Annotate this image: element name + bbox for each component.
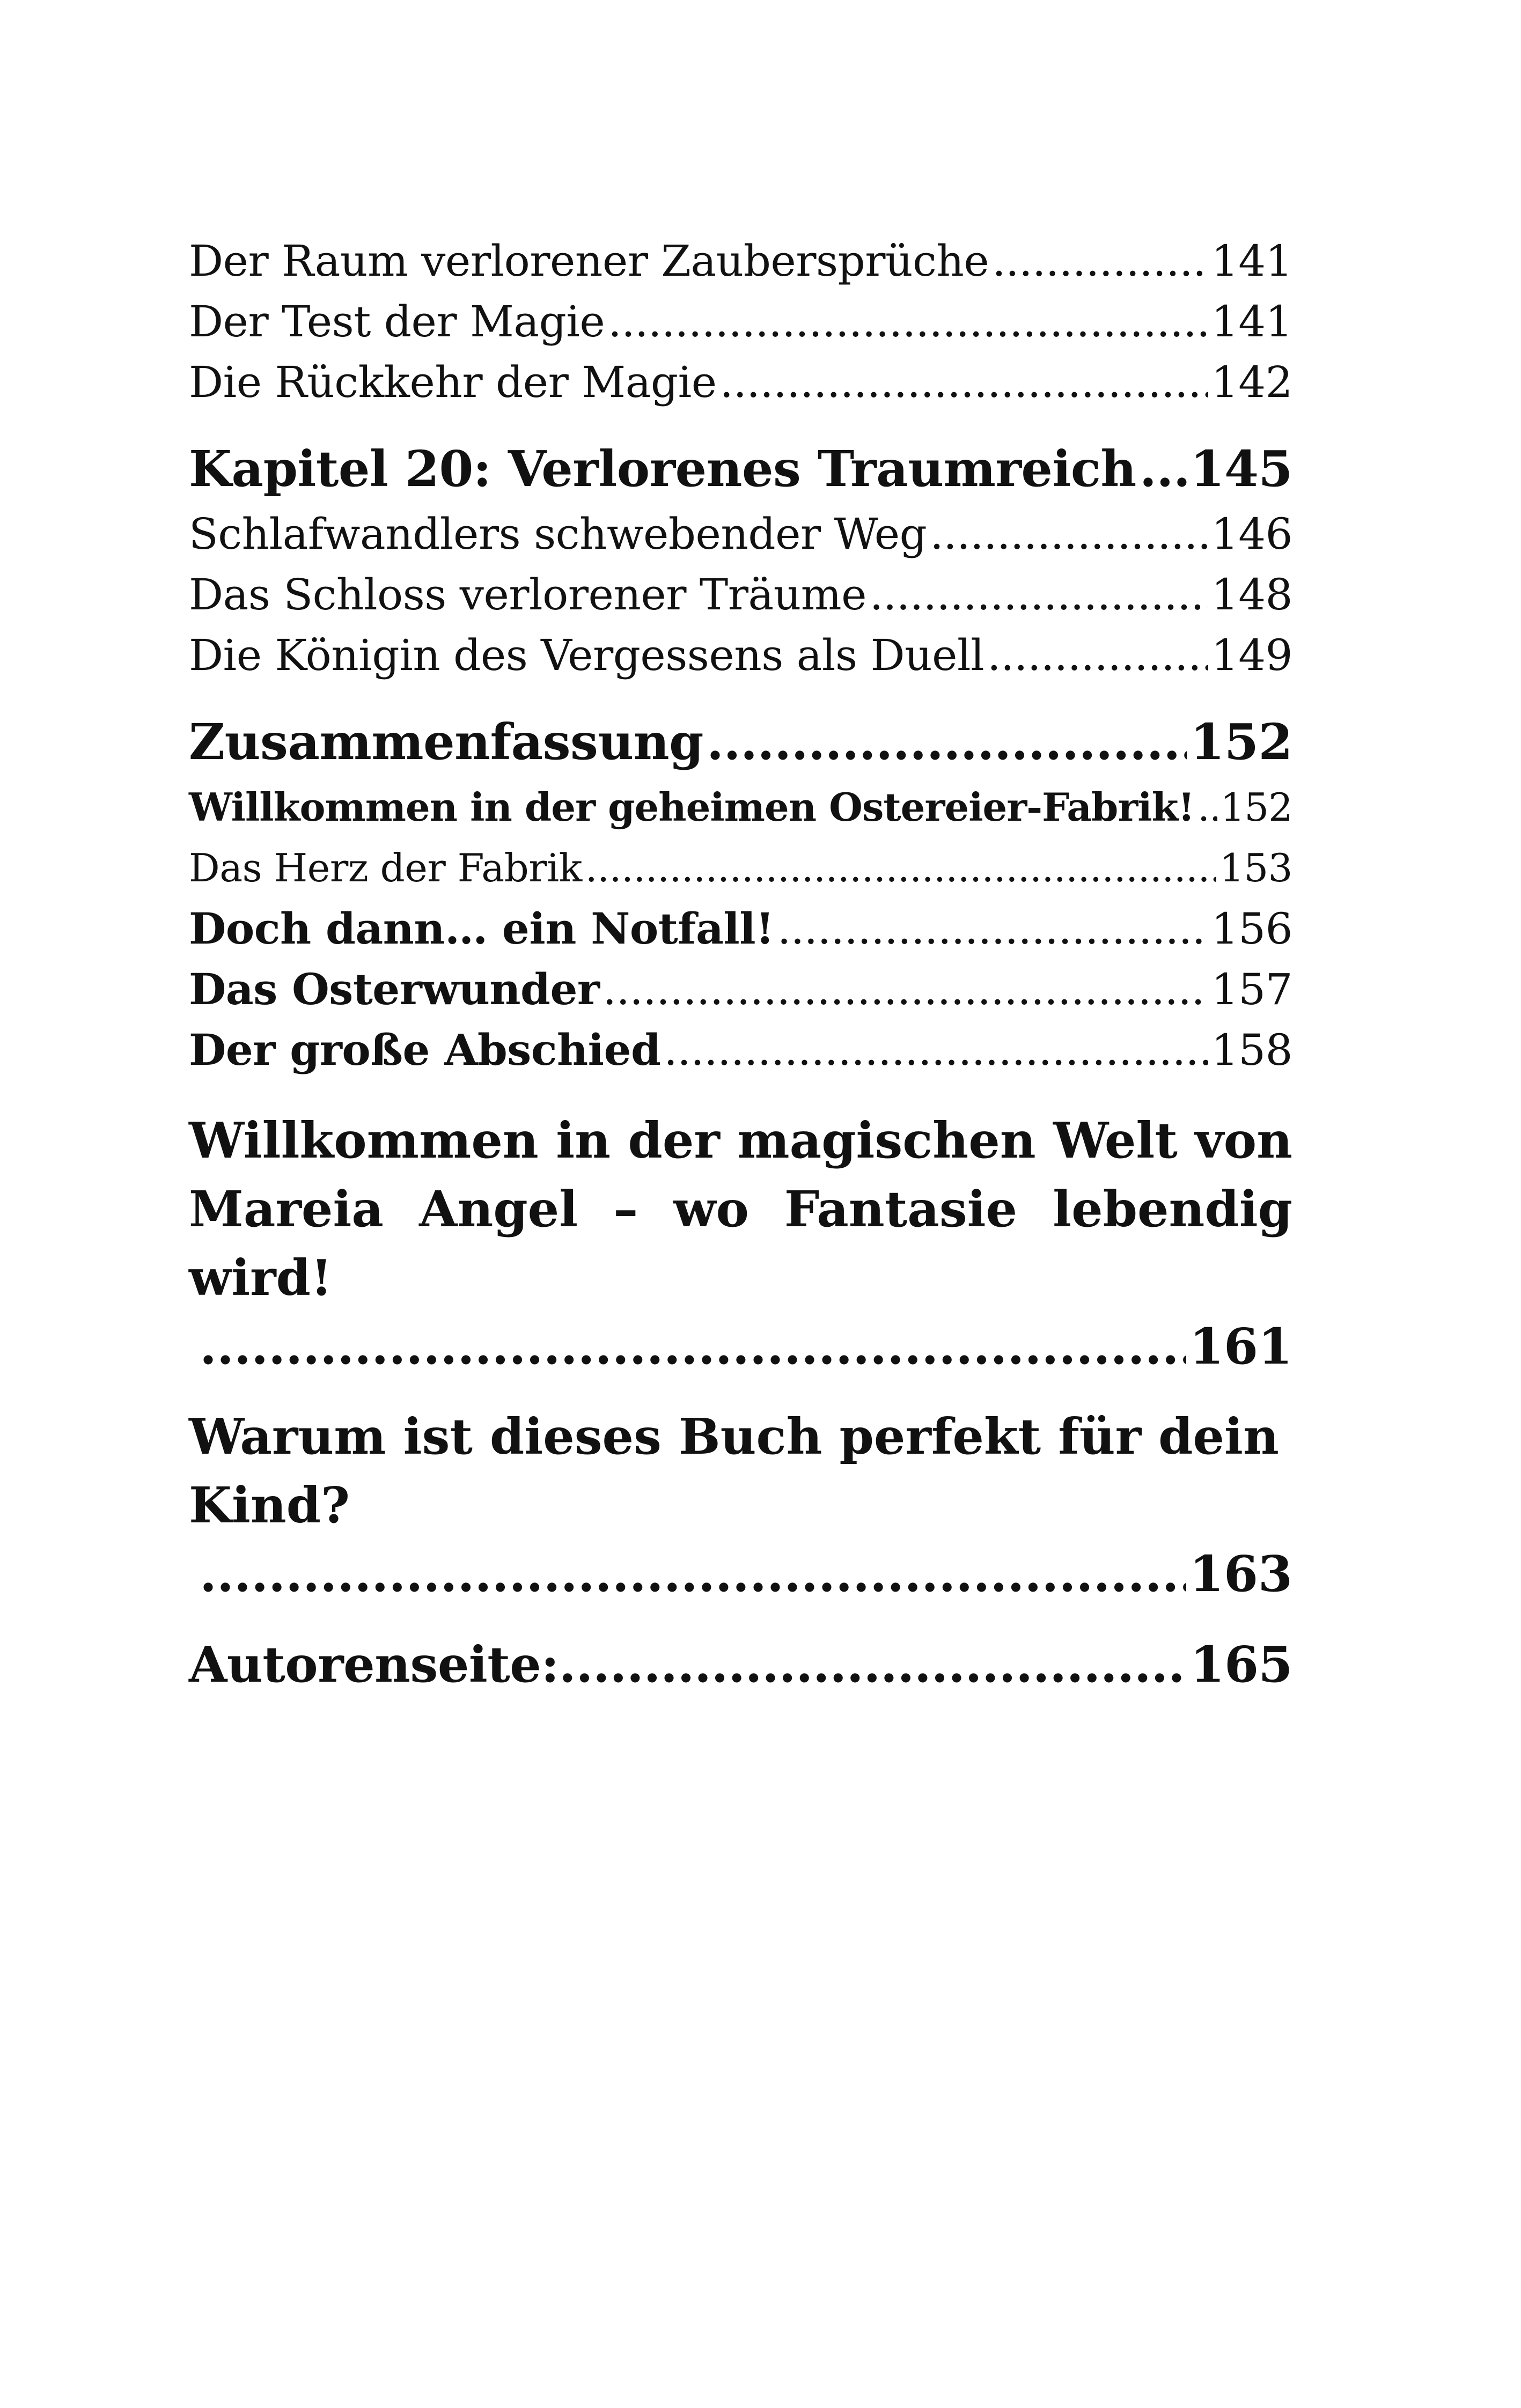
toc-why-line-1: Warum ist dieses Buch perfekt für dein Kind? — [189, 1408, 1279, 1534]
toc-author[interactable] — [189, 1630, 1292, 1699]
toc-chapter-page: 145 — [1190, 440, 1292, 498]
toc-welcome[interactable] — [189, 1106, 1292, 1381]
toc-entry-page: 141 — [1211, 297, 1292, 347]
toc-entry-page: 157 — [1211, 964, 1292, 1014]
toc-entry[interactable] — [189, 564, 1292, 625]
toc-summary[interactable] — [189, 707, 1292, 777]
dot-leader — [200, 1540, 1186, 1608]
dot-leader — [200, 1312, 1186, 1381]
dot-leader — [930, 504, 1208, 564]
spacer — [189, 686, 1292, 707]
toc-chapter-title: Autorenseite: — [189, 1636, 559, 1693]
toc-entry-page: 141 — [1211, 236, 1292, 286]
toc-entry[interactable] — [189, 959, 1292, 1020]
toc-welcome-line-1: Willkommen in der magischen Welt von — [189, 1111, 1292, 1169]
toc-entry-title: Das Osterwunder — [189, 964, 600, 1014]
toc-chapter-title: Kapitel 20: Verlorenes Traumreich — [189, 440, 1136, 498]
toc-why[interactable] — [189, 1402, 1292, 1608]
toc-entry-page: 149 — [1211, 630, 1292, 680]
toc-entry-page: 158 — [1211, 1025, 1292, 1075]
toc-entry[interactable] — [189, 504, 1292, 564]
toc-welcome-line-2: Mareia Angel – wo Fantasie lebendig wird! — [189, 1180, 1292, 1307]
toc-chapter-page: 165 — [1190, 1636, 1292, 1693]
dot-leader — [777, 899, 1208, 959]
toc-welcome-leader-row — [189, 1312, 1292, 1381]
dot-leader — [1197, 777, 1217, 838]
toc-entry-page: 153 — [1219, 845, 1292, 890]
toc-entry[interactable] — [189, 1020, 1292, 1080]
toc-entry-page: 142 — [1211, 357, 1292, 407]
spacer — [189, 1381, 1292, 1402]
toc-entry[interactable] — [189, 352, 1292, 413]
toc-why-page: 163 — [1189, 1545, 1292, 1603]
toc-entry-page: 148 — [1211, 570, 1292, 620]
toc-entry-title: Der Raum verlorener Zaubersprüche — [189, 236, 989, 286]
toc-entry-page: 156 — [1211, 904, 1292, 954]
toc-chapter-20[interactable] — [189, 434, 1292, 504]
toc-entry-title: Schlafwandlers schwebender Weg — [189, 509, 927, 559]
toc-entry-title: Das Schloss verlorener Träume — [189, 570, 866, 620]
toc-welcome-page: 161 — [1189, 1317, 1292, 1375]
dot-leader — [720, 352, 1208, 413]
toc-entry-page: 146 — [1211, 509, 1292, 559]
toc-entry-title: Willkommen in der geheimen Ostereier-Fabrik! — [189, 784, 1195, 830]
toc-chapter-title: Zusammenfassung — [189, 713, 703, 771]
toc-entry-title: Die Königin des Vergessens als Duell — [189, 630, 984, 680]
dot-leader — [608, 291, 1208, 352]
toc-entry[interactable] — [189, 231, 1292, 291]
dot-leader — [987, 625, 1208, 686]
toc-entry-title: Das Herz der Fabrik — [189, 845, 582, 890]
toc-entry-title: Doch dann… ein Notfall! — [189, 903, 774, 954]
toc-chapter-page: 152 — [1190, 713, 1292, 771]
toc-entry-title: Die Rückkehr der Magie — [189, 357, 717, 407]
toc-entry[interactable] — [189, 777, 1292, 838]
dot-leader — [707, 707, 1187, 777]
dot-leader — [585, 838, 1216, 899]
spacer — [189, 1608, 1292, 1630]
toc-entry-title: Der Test der Magie — [189, 297, 605, 347]
toc-why-leader-row — [189, 1540, 1292, 1608]
toc-entry[interactable] — [189, 291, 1292, 352]
toc-entry[interactable] — [189, 838, 1292, 899]
table-of-contents — [189, 231, 1292, 1699]
toc-entry-title: Der große Abschied — [189, 1025, 661, 1075]
toc-entry[interactable] — [189, 625, 1292, 686]
dot-leader — [1140, 434, 1187, 504]
dot-leader — [664, 1020, 1208, 1080]
dot-leader — [603, 959, 1208, 1020]
toc-entry-page: 152 — [1220, 785, 1292, 830]
spacer — [189, 1080, 1292, 1106]
spacer — [189, 413, 1292, 434]
toc-entry[interactable] — [189, 899, 1292, 959]
dot-leader — [992, 231, 1208, 291]
dot-leader — [559, 1630, 1187, 1699]
dot-leader — [870, 564, 1208, 625]
